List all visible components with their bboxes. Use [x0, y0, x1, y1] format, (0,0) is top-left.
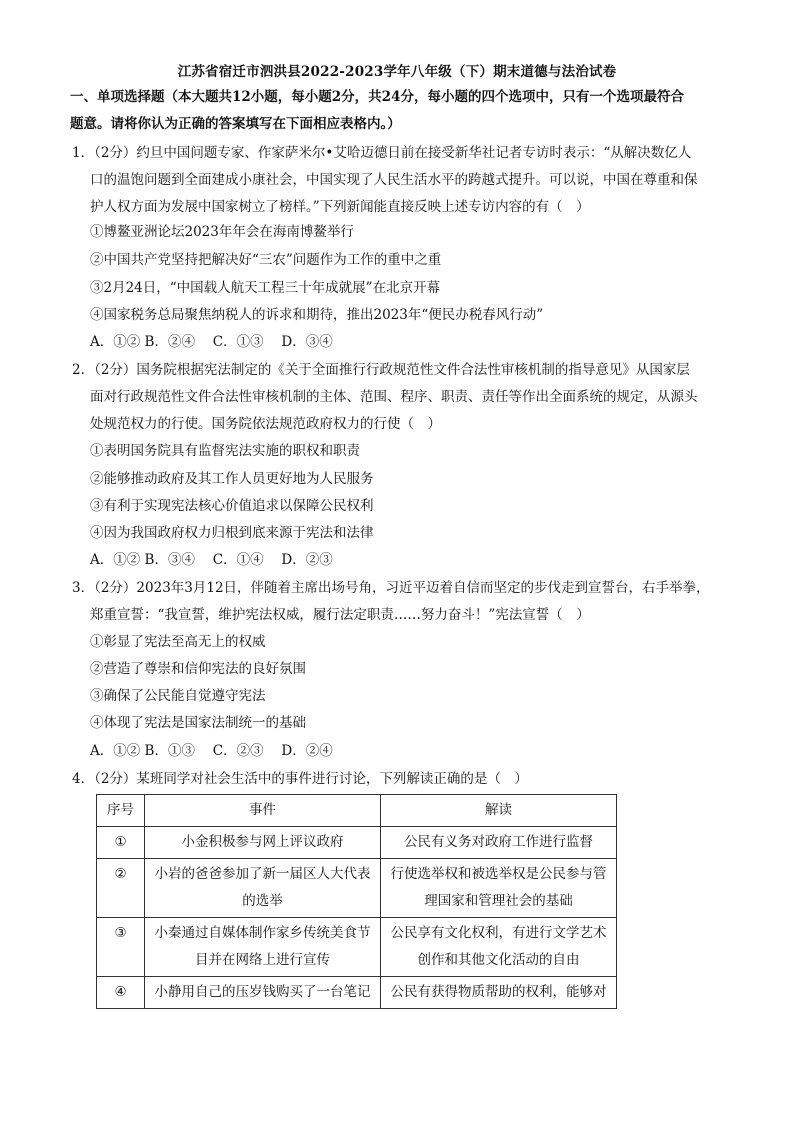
table-cell-event: 小秦通过自媒体制作家乡传统美食节 目并在网络上进行宣传: [145, 918, 381, 977]
table-header-cell: 事件: [145, 795, 381, 827]
q2-item-4: ④因为我国政府权力归根到底来源于宪法和法律: [90, 525, 374, 541]
table-row: [97, 977, 617, 1009]
table-cell-num: ④: [97, 977, 145, 1009]
q3-item-3: ③确保了公民能自觉遵守宪法: [90, 688, 266, 704]
table-row: [97, 918, 617, 977]
table-header-cell: 解读: [381, 795, 617, 827]
table-cell-event: 小金积极参与网上评议政府: [145, 827, 381, 859]
q3-item-1: ①彰显了宪法至高无上的权威: [90, 634, 266, 650]
table-cell-interp: 行使选举权和被选举权是公民参与管 理国家和管理社会的基础: [381, 859, 617, 918]
q3-answer-options: A．①② B．①③ C．②③ D．②④: [90, 743, 333, 759]
q2-stem-line-3: 处规范权力的行使。国务院依法规范政府权力的行使（ ）: [90, 416, 441, 432]
q3-stem-line-1: 3．（2分）2023年3月12日，伴随着主席出场号角，习近平迈着自信而坚定的步伐走到宣誓台，右手举拳，: [72, 580, 710, 596]
q3-stem-line-2: 郑重宣誓：“我宣誓，维护宪法权威，履行法定职责……努力奋斗！”宪法宣誓（ ）: [90, 607, 590, 623]
q2-answer-options: A．①② B．③④ C．①④ D．②③: [90, 552, 333, 568]
q1-item-4: ④国家税务总局聚焦纳税人的诉求和期待，推出2023年“便民办税春风行动”: [90, 307, 544, 323]
q1-item-2: ②中国共产党坚持把解决好“三农”问题作为工作的重中之重: [90, 252, 442, 268]
q1-answer-options: A．①② B．②④ C．①③ D．③④: [90, 334, 333, 350]
q3-item-4: ④体现了宪法是国家法制统一的基础: [90, 715, 306, 731]
section-heading: [70, 84, 725, 138]
q2-stem-line-1: 2．（2分）国务院根据宪法制定的《关于全面推行行政规范性文件合法性审核机制的指导意见》从国家层: [72, 362, 690, 378]
section-heading-line-2: 题意。请将你认为正确的答案填写在下面相应表格内。）: [70, 116, 401, 132]
table-cell-num: ③: [97, 918, 145, 977]
q2-stem-line-2: 面对行政规范性文件合法性审核机制的主体、范围、程序、职责、责任等作出全面系统的规定，从源头: [90, 389, 698, 405]
table-cell-interp: 公民有获得物质帮助的权利，能够对: [381, 977, 617, 1009]
q4-table: [96, 794, 617, 1009]
q3-item-2: ②营造了尊崇和信仰宪法的良好氛围: [90, 661, 306, 677]
q1-stem-line-2: 口的温饱问题到全面建成小康社会，中国实现了人民生活水平的跨越式提升。可以说，中国在尊重和保: [90, 172, 698, 188]
q1-item-3: ③2月24日，“中国载人航天工程三十年成就展”在北京开幕: [90, 280, 441, 296]
section-heading-line-1: 一、单项选择题（本大题共12小题，每小题2分，共24分，每小题的四个选项中，只有一个选项最符合: [70, 89, 684, 105]
page-title: 江苏省宿迁市泗洪县2022-2023学年八年级（下）期末道德与法治试卷: [177, 64, 617, 80]
q1-item-1: ①博鳌亚洲论坛2023年年会在海南博鳌举行: [90, 224, 354, 240]
table-cell-event: 小静用自己的压岁钱购买了一台笔记: [145, 977, 381, 1009]
table-cell-interp: 公民有义务对政府工作进行监督: [381, 827, 617, 859]
table-row: [97, 827, 617, 859]
q1-stem-line-1: 1．（2分）约旦中国问题专家、作家萨米尔•艾哈迈德日前在接受新华社记者专访时表示：“从解决数亿人: [72, 145, 692, 161]
table-cell-num: ①: [97, 827, 145, 859]
table-cell-interp: 公民享有文化权利，有进行文学艺术 创作和其他文化活动的自由: [381, 918, 617, 977]
table-header-row: [97, 795, 617, 827]
q2-item-2: ②能够推动政府及其工作人员更好地为人民服务: [90, 471, 374, 487]
table-cell-num: ②: [97, 859, 145, 918]
q2-item-3: ③有利于实现宪法核心价值追求以保障公民权利: [90, 498, 374, 514]
table-header-cell: 序号: [97, 795, 145, 827]
table-row: [97, 859, 617, 918]
q4-stem: 4．（2分）某班同学对社会生活中的事件进行讨论，下列解读正确的是（ ）: [72, 771, 528, 787]
q1-stem-line-3: 护人权方面为发展中国家树立了榜样。”下列新闻能直接反映上述专访内容的有（ ）: [90, 199, 590, 215]
table-cell-event: 小岩的爸爸参加了新一届区人大代表 的选举: [145, 859, 381, 918]
q2-item-1: ①表明国务院具有监督宪法实施的职权和职责: [90, 443, 360, 459]
